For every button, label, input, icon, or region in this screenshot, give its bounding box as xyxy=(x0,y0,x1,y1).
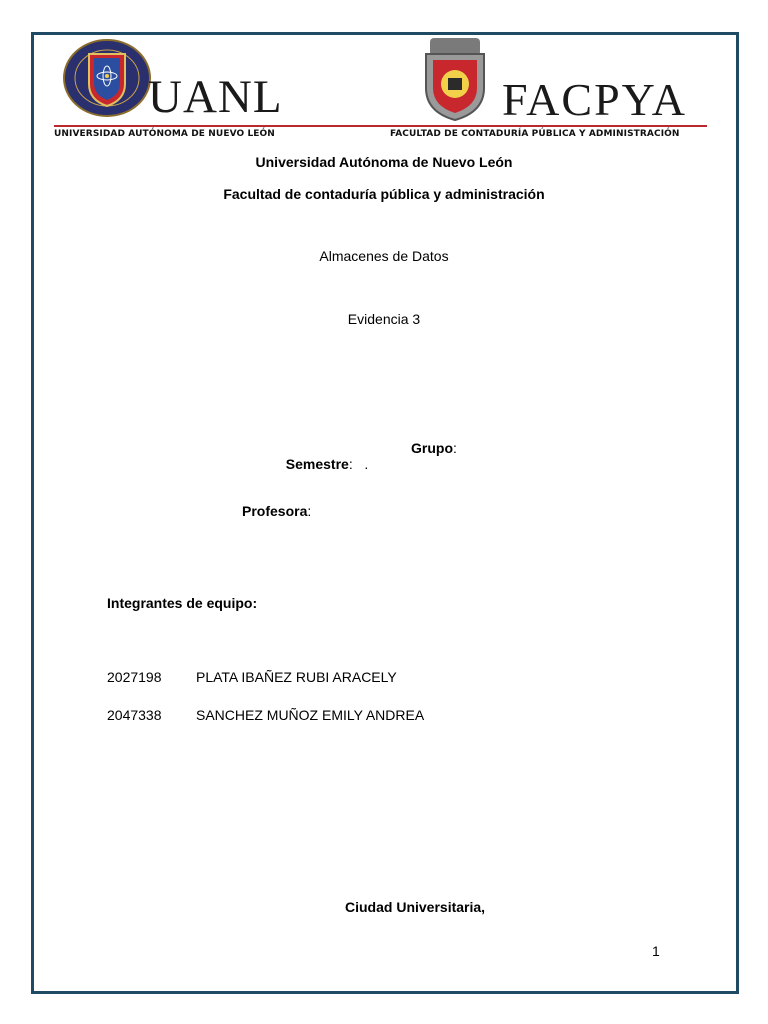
facpya-caption: FACULTAD DE CONTADURÍA PÚBLICA Y ADMINISTRACIÓN xyxy=(390,129,680,139)
assignment-name: Evidencia 3 xyxy=(347,311,421,327)
uanl-caption: UNIVERSIDAD AUTÓNOMA DE NUEVO LEÓN xyxy=(54,129,275,139)
facpya-divider xyxy=(389,125,707,127)
teacher-line xyxy=(242,503,311,519)
course-name: Almacenes de Datos xyxy=(319,248,449,264)
member-name: PLATA IBAÑEZ RUBI ARACELY xyxy=(196,669,397,685)
uanl-divider xyxy=(54,125,389,127)
facpya-logo xyxy=(418,36,708,128)
semester-group-line xyxy=(278,440,368,472)
university-title: Universidad Autónoma de Nuevo León xyxy=(255,154,513,170)
teacher-label: Profesora xyxy=(242,503,308,519)
facpya-shield-icon xyxy=(420,36,490,122)
teacher-value: : xyxy=(307,503,312,519)
group-label: Grupo xyxy=(411,440,453,456)
member-id: 2047338 xyxy=(107,707,162,723)
place-line: Ciudad Universitaria, xyxy=(345,899,486,915)
facpya-wordmark: FACPYA xyxy=(502,74,687,125)
uanl-wordmark: UANL xyxy=(148,71,283,123)
page-number: 1 xyxy=(652,943,660,959)
uanl-logo xyxy=(56,36,306,128)
group-line xyxy=(411,440,457,456)
member-id: 2027198 xyxy=(107,669,162,685)
semester-value: : . xyxy=(348,456,369,472)
faculty-title: Facultad de contaduría pública y administración xyxy=(223,186,545,202)
page-border xyxy=(31,32,739,994)
group-value: : xyxy=(453,440,457,456)
semester-label: Semestre xyxy=(285,456,349,472)
member-name: SANCHEZ MUÑOZ EMILY ANDREA xyxy=(196,707,425,723)
list-item xyxy=(107,707,424,723)
list-item xyxy=(107,669,397,685)
uanl-seal-icon xyxy=(62,38,152,118)
team-heading: Integrantes de equipo: xyxy=(107,595,258,611)
